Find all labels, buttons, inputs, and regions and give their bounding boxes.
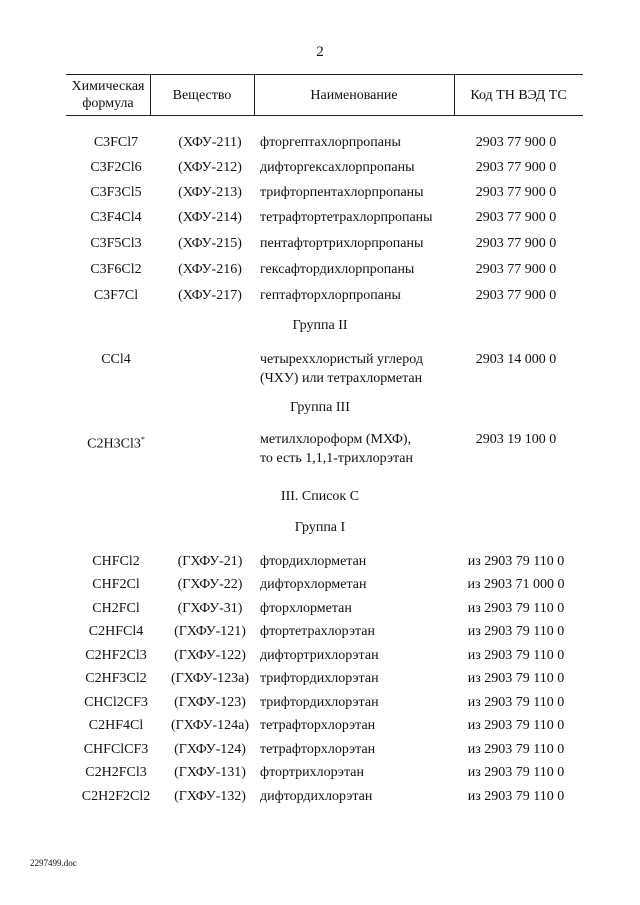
code: из 2903 79 110 0 <box>467 648 565 663</box>
table-row <box>0 763 640 783</box>
substance-name-line: то есть 1,1,1-трихлорэтан <box>260 451 413 466</box>
formula: C3F5Cl3 <box>90 236 142 251</box>
formula: CHCl2CF3 <box>84 695 148 710</box>
substance: (ХФУ-217) <box>178 288 242 303</box>
formula: C2HF4Cl <box>88 718 144 733</box>
substance: (ХФУ-216) <box>178 262 242 277</box>
formula: C2H2F2Cl2 <box>81 789 151 804</box>
formula: CCl4 <box>101 352 131 367</box>
header-formula: Химическая формула <box>71 79 145 111</box>
table-row <box>0 622 640 642</box>
code: 2903 19 100 0 <box>475 432 557 447</box>
substance: (ГХФУ-21) <box>177 554 243 569</box>
header-substance: Вещество <box>172 87 232 103</box>
substance-name-line: четыреххлористый углерод <box>260 352 423 367</box>
substance-name: фтортетрахлорэтан <box>260 624 375 639</box>
table-row <box>0 552 640 572</box>
formula: C3F7Cl <box>93 288 139 303</box>
table-row <box>0 183 640 203</box>
group-heading: Группа I <box>294 520 346 535</box>
formula: C3F2Cl6 <box>90 160 142 175</box>
substance-name: фторгептахлорпропаны <box>260 135 401 150</box>
substance: (ГХФУ-122) <box>174 648 246 663</box>
substance-name: гептафторхлорпропаны <box>260 288 401 303</box>
formula: CHFCl2 <box>92 554 140 569</box>
substance: (ХФУ-212) <box>178 160 242 175</box>
substance-name: дифторгексахлорпропаны <box>260 160 415 175</box>
table-row <box>0 133 640 153</box>
substance: (ХФУ-211) <box>178 135 242 150</box>
formula-text: C2H3Cl3 <box>87 436 141 452</box>
code: из 2903 79 110 0 <box>467 695 565 710</box>
substance: (ГХФУ-132) <box>174 789 246 804</box>
header-code: Код ТН ВЭД ТС <box>470 87 567 103</box>
group-heading: Группа II <box>292 318 348 333</box>
code: из 2903 79 110 0 <box>467 554 565 569</box>
substance: (ГХФУ-123) <box>174 695 246 710</box>
substance-name: фтордихлорметан <box>260 554 367 569</box>
code: 2903 77 900 0 <box>475 288 557 303</box>
formula: C3F3Cl5 <box>90 185 142 200</box>
substance: (ХФУ-215) <box>178 236 242 251</box>
formula: C2H2FCl3 <box>85 765 147 780</box>
file-name-footer: 2297499.doc <box>30 858 77 868</box>
substance-name: фтортрихлорэтан <box>260 765 364 780</box>
page-number: 2 <box>316 44 324 60</box>
substance: (ГХФУ-123а) <box>170 671 250 686</box>
substance-name: пентафтортрихлорпропаны <box>260 236 424 251</box>
substance-name: трифтордихлорэтан <box>260 671 379 686</box>
code: из 2903 71 000 0 <box>467 577 565 592</box>
code: из 2903 79 110 0 <box>467 671 565 686</box>
substance: (ХФУ-214) <box>178 210 242 225</box>
table-row <box>0 669 640 689</box>
substance-name: тетрафторхлорэтан <box>260 718 376 733</box>
table-row <box>0 787 640 807</box>
table-row <box>0 575 640 595</box>
substance: (ГХФУ-124) <box>174 742 246 757</box>
substance-name: тетрафтортетрахлорпропаны <box>260 210 433 225</box>
code: 2903 77 900 0 <box>475 210 557 225</box>
header-name: Наименование <box>310 87 398 103</box>
code: 2903 77 900 0 <box>475 135 557 150</box>
code: 2903 77 900 0 <box>475 262 557 277</box>
table-row <box>0 430 640 470</box>
substance-name: дифтортрихлорэтан <box>260 648 379 663</box>
table-header <box>66 74 583 116</box>
formula: C2HFCl4 <box>88 624 144 639</box>
code: из 2903 79 110 0 <box>467 718 565 733</box>
code: из 2903 79 110 0 <box>467 789 565 804</box>
group-heading: Группа III <box>290 400 350 415</box>
substance-name: трифтордихлорэтан <box>260 695 379 710</box>
footnote-mark: * <box>140 435 145 444</box>
formula: C3FCl7 <box>93 135 139 150</box>
table-row <box>0 158 640 178</box>
substance-name: фторхлорметан <box>260 601 352 616</box>
substance-name-line: метилхлороформ (МХФ), <box>260 432 412 447</box>
table-row <box>0 234 640 254</box>
substance-name: дифторхлорметан <box>260 577 367 592</box>
code: из 2903 79 110 0 <box>467 601 565 616</box>
table-row <box>0 350 640 390</box>
formula: CH2FCl <box>92 601 140 616</box>
substance-name: дифтордихлорэтан <box>260 789 373 804</box>
table-row <box>0 286 640 306</box>
formula: C2HF2Cl3 <box>85 648 147 663</box>
substance: (ГХФУ-121) <box>174 624 246 639</box>
table-row <box>0 646 640 666</box>
code: из 2903 79 110 0 <box>467 624 565 639</box>
code: из 2903 79 110 0 <box>467 765 565 780</box>
table-row <box>0 716 640 736</box>
table-row <box>0 260 640 280</box>
substance: (ГХФУ-131) <box>174 765 246 780</box>
substance: (ГХФУ-22) <box>177 577 243 592</box>
substance: (ХФУ-213) <box>178 185 242 200</box>
code: из 2903 79 110 0 <box>467 742 565 757</box>
substance: (ГХФУ-31) <box>177 601 243 616</box>
code: 2903 77 900 0 <box>475 160 557 175</box>
table-row <box>0 693 640 713</box>
substance-name: тетрафторхлорэтан <box>260 742 376 757</box>
table-row <box>0 740 640 760</box>
formula: CHFClCF3 <box>83 742 149 757</box>
substance-name: гексафтордихлорпропаны <box>260 262 415 277</box>
formula: CHF2Cl <box>92 577 140 592</box>
code: 2903 14 000 0 <box>475 352 557 367</box>
formula: C3F6Cl2 <box>90 262 142 277</box>
substance-name-line: (ЧХУ) или тетрахлорметан <box>260 371 423 386</box>
table-row <box>0 599 640 619</box>
substance-name: трифторпентахлорпропаны <box>260 185 424 200</box>
formula: C2HF3Cl2 <box>85 671 147 686</box>
code: 2903 77 900 0 <box>475 236 557 251</box>
formula <box>66 430 166 454</box>
formula: C3F4Cl4 <box>90 210 142 225</box>
section-heading: III. Список С <box>280 489 360 504</box>
table-row <box>0 208 640 228</box>
substance: (ГХФУ-124а) <box>170 718 250 733</box>
code: 2903 77 900 0 <box>475 185 557 200</box>
